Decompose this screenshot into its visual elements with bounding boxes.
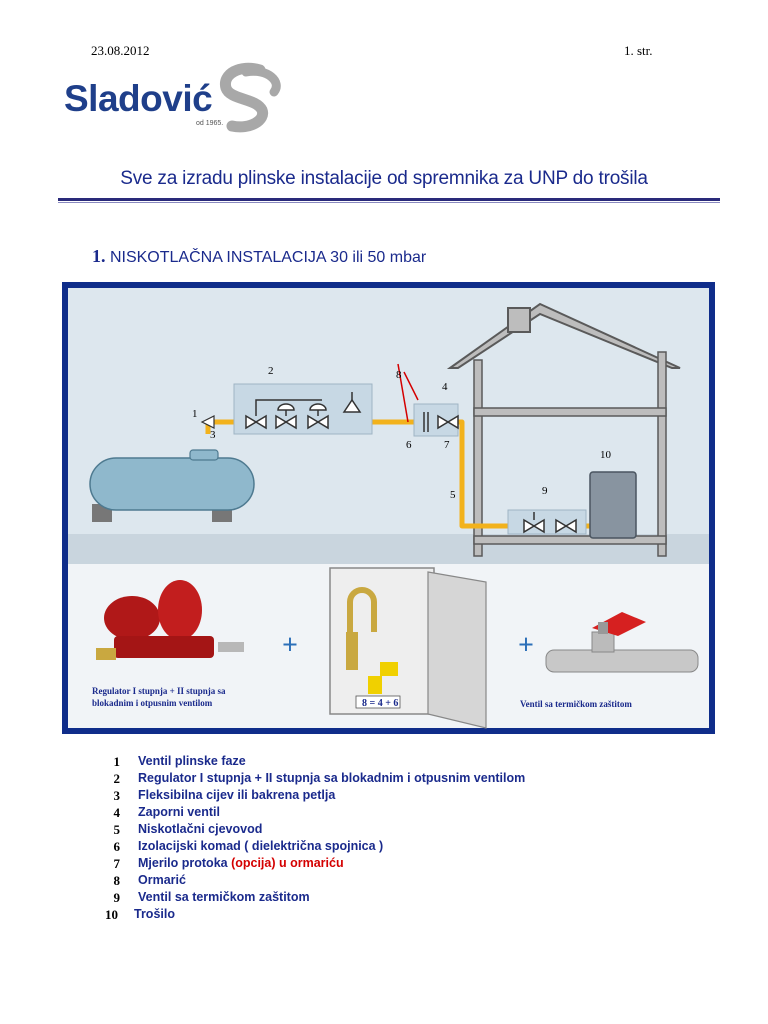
- appliance-icon: [590, 472, 636, 538]
- label-10: 10: [600, 449, 611, 461]
- label-1: 1: [192, 408, 198, 420]
- section-number: 1.: [92, 246, 106, 266]
- label-9: 9: [542, 485, 548, 497]
- date: 23.08.2012: [91, 43, 150, 58]
- label-3: 3: [210, 429, 216, 441]
- label-7: 7: [444, 439, 450, 451]
- label-5: 5: [450, 489, 456, 501]
- title-rule-thin: [58, 202, 720, 203]
- valve-caption: Ventil sa termičkom zaštitom: [520, 699, 632, 709]
- label-8: 8: [396, 369, 402, 381]
- section-title: NISKOTLAČNA INSTALACIJA 30 ili 50 mbar: [109, 249, 427, 266]
- plus-icon-2: +: [518, 630, 534, 661]
- plus-icon-1: +: [282, 630, 298, 661]
- label-6: 6: [406, 439, 412, 451]
- page-number: 1. str.: [624, 43, 653, 58]
- page-title: Sve za izradu plinske instalacije od spremnika za UNP do trošila: [120, 168, 648, 189]
- cabinet-caption: 8 = 4 + 6: [362, 698, 399, 709]
- cabinet-photo: [330, 568, 486, 728]
- regulator-caption-line2: blokadnim i otpusnim ventilom: [92, 698, 213, 708]
- regulator-caption-line1: Regulator I stupnja + II stupnja sa: [92, 686, 226, 696]
- label-4: 4: [442, 381, 448, 393]
- title-rule: [58, 198, 720, 201]
- installation-diagram: [62, 282, 715, 734]
- logo-brand: Sladović: [64, 78, 213, 119]
- label-2: 2: [268, 365, 274, 377]
- section-heading: [92, 246, 426, 267]
- optional-note: (opcija) u ormariću: [231, 856, 344, 870]
- logo-since: od 1965.: [196, 120, 224, 127]
